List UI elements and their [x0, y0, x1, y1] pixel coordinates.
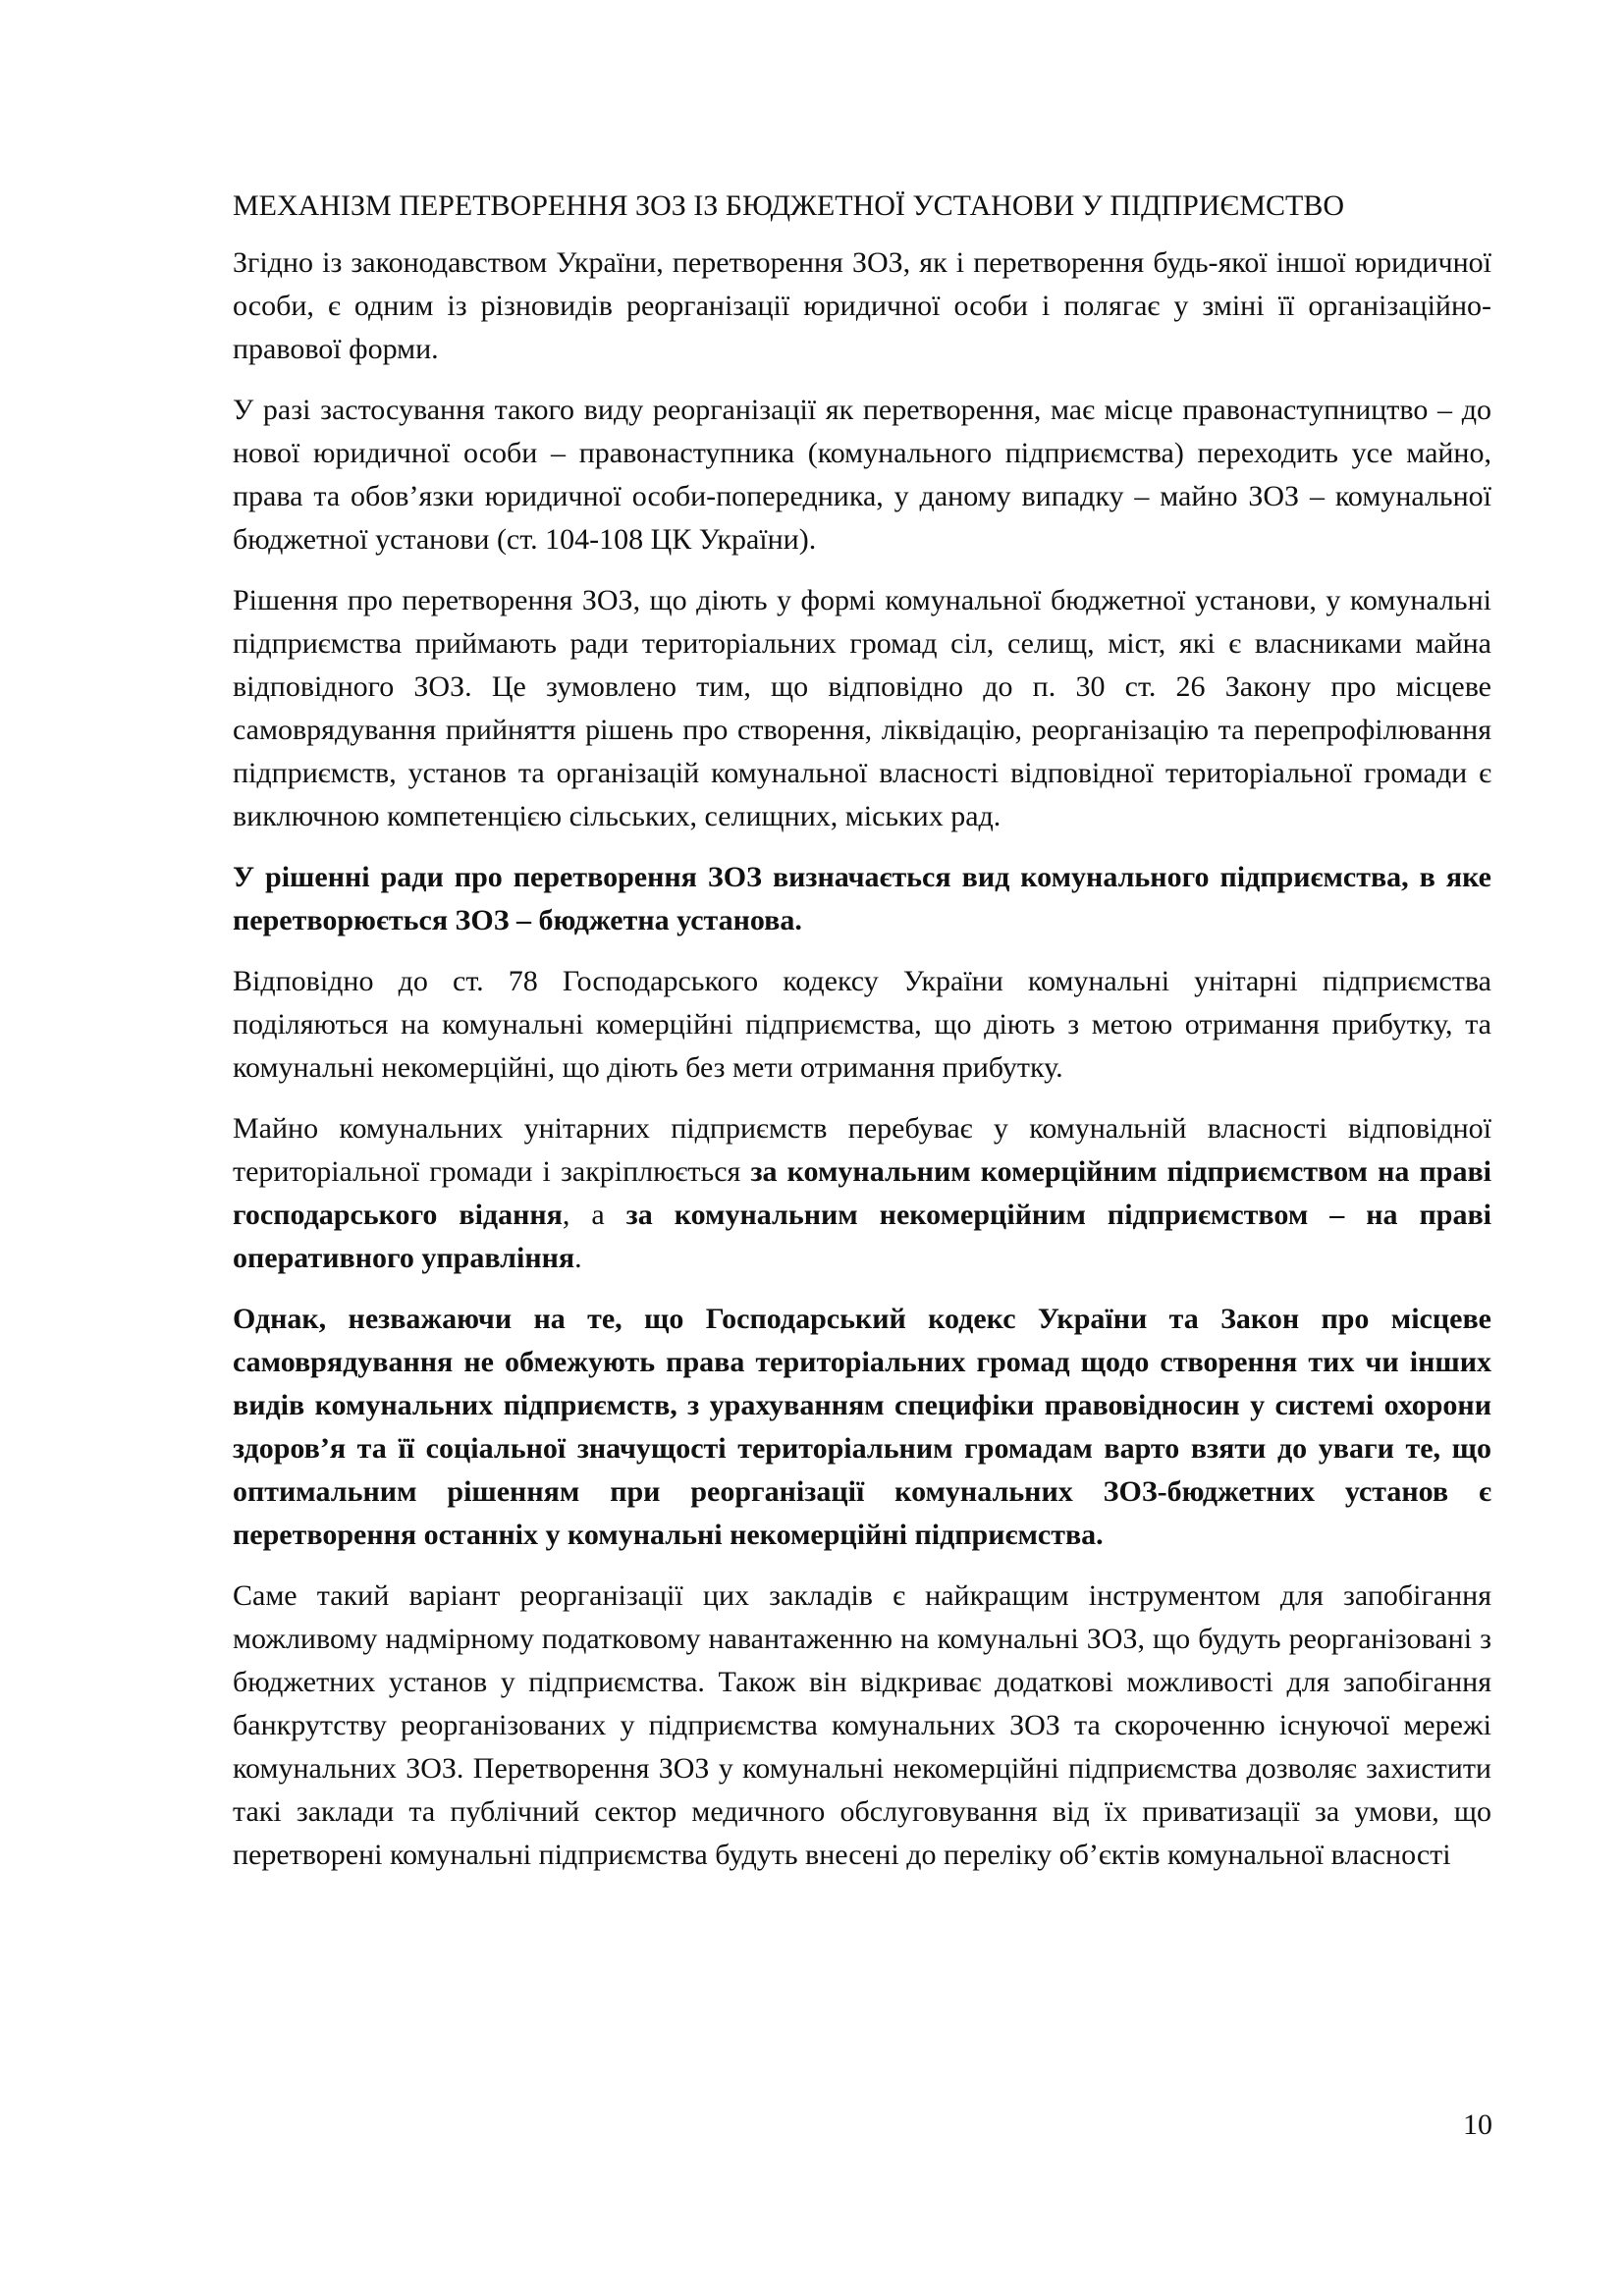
- section-heading: МЕХАНІЗМ ПЕРЕТВОРЕННЯ ЗОЗ ІЗ БЮДЖЕТНОЇ УСТАНОВИ У ПІДПРИЄМСТВО: [233, 189, 1345, 222]
- paragraph-6-text-b: , а: [562, 1199, 626, 1231]
- paragraph-4-bold: У рішенні ради про перетворення ЗОЗ визначається вид комунального підприємства, в яке перетворюється ЗОЗ – бюджетна установа.: [233, 861, 1491, 936]
- paragraph-6-text-c: .: [574, 1242, 582, 1274]
- document-page: [233, 187, 1491, 1895]
- paragraph-5: Відповідно до ст. 78 Господарського кодексу України комунальні унітарні підприємства поділяються на комунальні комерційні підприємства, що діють з метою отримання прибутку, та комунальні некомерційні, що діють без мети отримання прибутку.: [233, 965, 1491, 1084]
- paragraph-6: [233, 1107, 1491, 1280]
- paragraph-6-bold-b: за комунальним некомерційним підприємством – на праві оперативного управління: [233, 1199, 1491, 1274]
- paragraph-7-bold: Однак, незважаючи на те, що Господарський кодекс України та Закон про місцеве самоврядування не обмежують права територіальних громад щодо створення тих чи інших видів комунальних підприємств, з урахуванням специфіки правовідносин у системі охорони здоров’я та її соціальної значущості територіальним громадам варто взяти до уваги те, що оптимальним рішенням при реорганізації комунальних ЗОЗ-бюджетних установ є перетворення останніх у комунальні некомерційні підприємства.: [233, 1303, 1491, 1551]
- paragraph-6-bold-a: за комунальним комерційним підприємством на праві господарського відання: [233, 1155, 1492, 1231]
- paragraph-3: Рішення про перетворення ЗОЗ, що діють у формі комунальної бюджетної установи, у комунальні підприємства приймають ради територіальних громад сіл, селищ, міст, які є власниками майна відповідного ЗОЗ. Це зумовлено тим, що відповідно до п. 30 ст. 26 Закону про місцеве самоврядування прийняття рішень про створення, ліквідацію, реорганізацію та перепрофілювання підприємств, установ та організацій комунальної власності відповідної територіальної громади є виключною компетенцією сільських, селищних, міських рад.: [233, 584, 1491, 832]
- paragraph-6-text-a: Майно комунальних унітарних підприємств перебуває у комунальній власності відповідної територіальної громади і закріплюється: [233, 1112, 1491, 1188]
- paragraph-1: Згідно із законодавством України, перетворення ЗОЗ, як і перетворення будь-якої іншої юридичної особи, є одним із різновидів реорганізації юридичної особи і полягає у зміні її організаційно-правової форми.: [233, 246, 1491, 365]
- paragraph-8: Саме такий варіант реорганізації цих закладів є найкращим інструментом для запобігання можливому надмірному податковому навантаженню на комунальні ЗОЗ, що будуть реорганізовані з бюджетних установ у підприємства. Також він відкриває додаткові можливості для запобігання банкрутству реорганізованих у підприємства комунальних ЗОЗ та скороченню існуючої мережі комунальних ЗОЗ. Перетворення ЗОЗ у комунальні некомерційні підприємства дозволяє захистити такі заклади та публічний сектор медичного обслуговування від їх приватизації за умови, що перетворені комунальні підприємства будуть внесені до переліку об’єктів комунальної власності: [233, 1579, 1491, 1871]
- page-number: 10: [1463, 2109, 1492, 2141]
- paragraph-2: У разі застосування такого виду реорганізації як перетворення, має місце правонаступництво – до нової юридичної особи – правонаступника (комунального підприємства) переходить усе майно, права та обов’язки юридичної особи-попередника, у даному випадку – майно ЗОЗ – комунальної бюджетної установи (ст. 104-108 ЦК України).: [233, 394, 1491, 556]
